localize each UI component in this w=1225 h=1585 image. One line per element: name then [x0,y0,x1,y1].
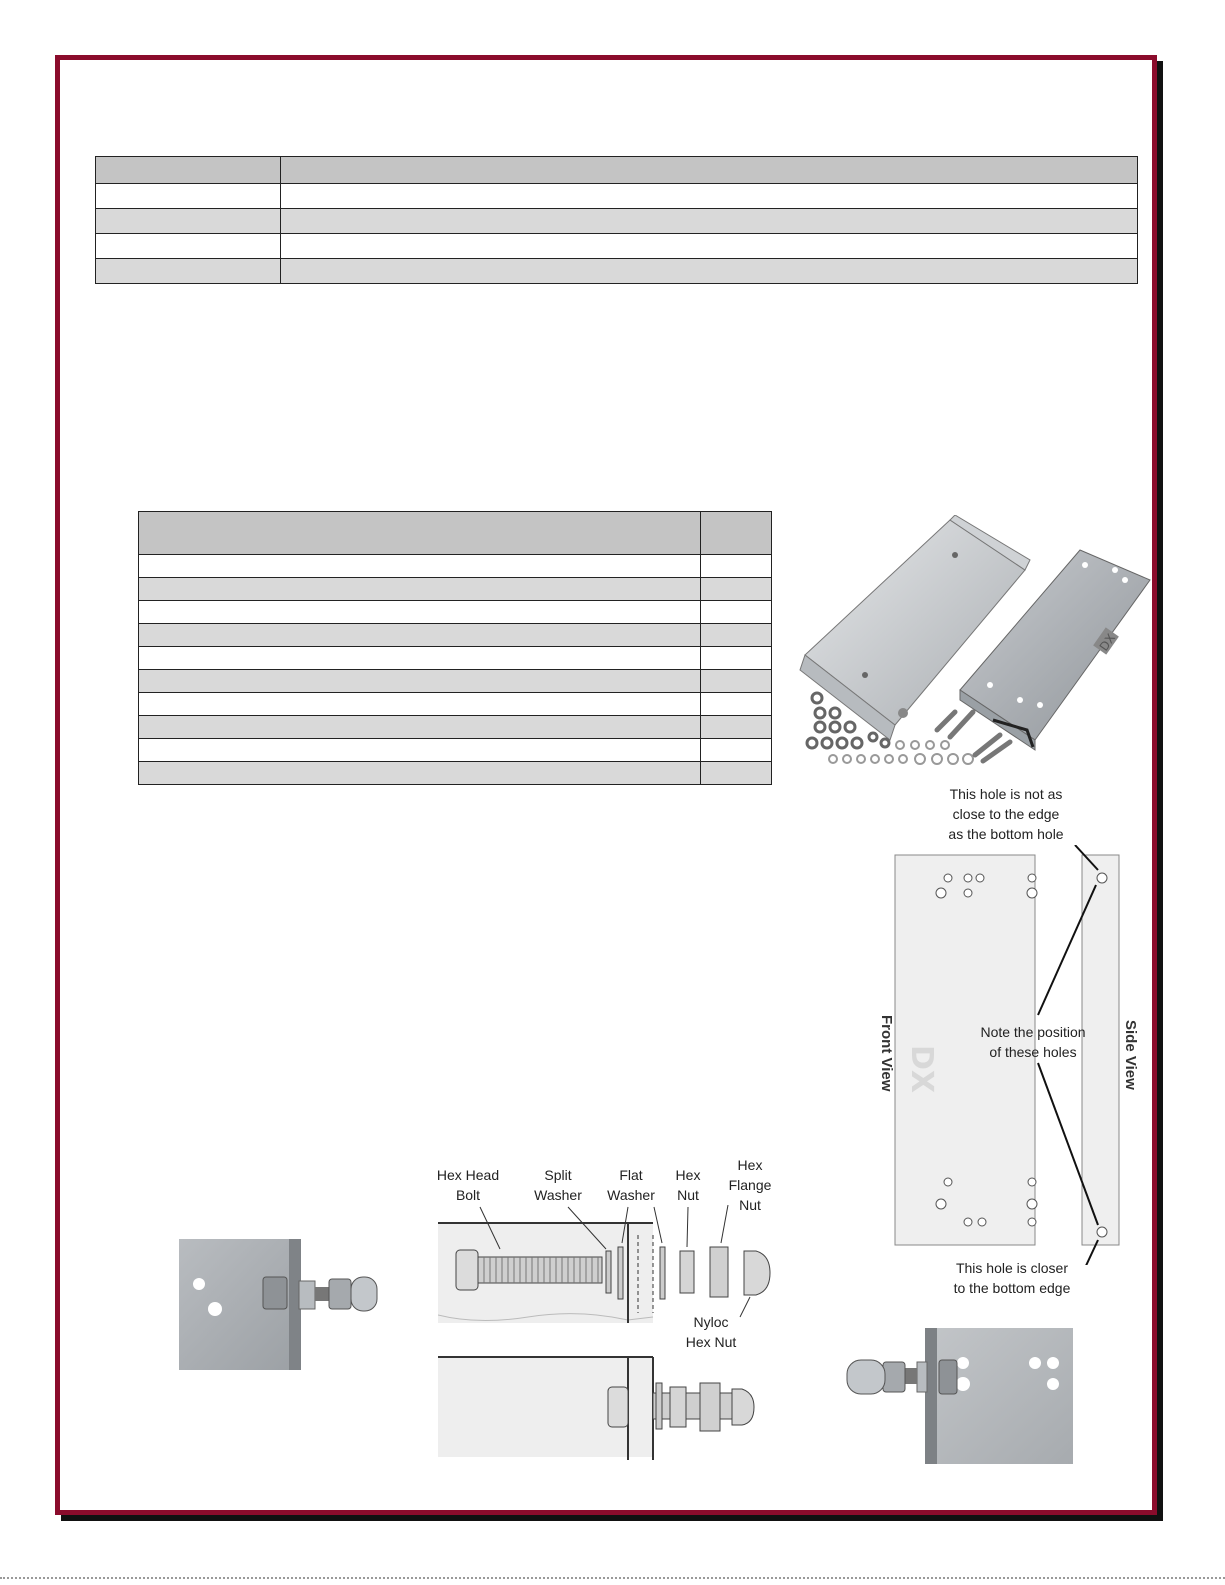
table-row [96,259,1138,284]
label-line: Hex Nut [685,1334,737,1350]
side-view-label: Side View [1122,1020,1139,1090]
table-cell [139,555,701,578]
table-cell [139,578,701,601]
side-bottom-hole [1097,1227,1107,1237]
front-logo: DX [904,1045,939,1094]
table-row [96,234,1138,259]
note-line: This hole is closer [955,1260,1069,1276]
note-line: as the bottom hole [948,826,1064,842]
hex-nut [680,1251,694,1293]
table-cell [139,670,701,693]
table-cell [701,647,772,670]
table-cell [701,716,772,739]
side-top-hole [1097,873,1107,883]
table-row [139,512,772,555]
table-cell [139,739,701,762]
table-row [139,578,772,601]
note-line: Note the position [980,1024,1086,1040]
table-cell [281,234,1138,259]
label-line: Hex Head [436,1167,500,1183]
label-line: Bolt [455,1187,481,1203]
nyloc-nut [744,1251,770,1295]
table-cell [139,762,701,785]
flat-washer-2 [660,1247,665,1299]
table-cell [96,209,281,234]
table-row [139,762,772,785]
label-line: Flange [728,1177,772,1193]
label-hex-nut [666,1165,710,1205]
table-row [139,624,772,647]
label-split-washer [526,1165,590,1205]
hardware-exploded-drawing [438,1205,783,1465]
table-row [96,184,1138,209]
table-row [139,693,772,716]
table-cell [281,157,1138,184]
table-cell [96,234,281,259]
table-cell [701,762,772,785]
label-line: Nut [739,1197,761,1213]
table-cell [701,624,772,647]
label-line: Flat [619,1167,643,1183]
table-cell [139,624,701,647]
bolt-assembly-photo-right [845,1328,1073,1464]
table-row [139,739,772,762]
label-line: Hex [737,1157,763,1173]
label-line: Nyloc [693,1314,729,1330]
table-row [139,670,772,693]
bolt-shaft [478,1257,602,1283]
label-line: Washer [534,1187,582,1203]
parts-table [138,511,772,785]
table-cell [701,512,772,555]
table-cell [281,259,1138,284]
middle-hole-note [968,1022,1098,1062]
bottom-hole-note [936,1258,1088,1298]
note-line: close to the edge [952,806,1060,822]
mounting-kit-photo [795,515,1155,770]
note-line: of these holes [989,1044,1077,1060]
table-cell [139,647,701,670]
table-cell [701,739,772,762]
label-line: Washer [607,1187,655,1203]
table-cell [96,259,281,284]
note-line: This hole is not as [949,786,1063,802]
table-row [139,555,772,578]
table-row [139,601,772,624]
table-row [139,647,772,670]
table-cell [139,512,701,555]
table-cell [139,716,701,739]
table-cell [139,693,701,716]
note-line: to the bottom edge [953,1280,1071,1296]
flat-washer [618,1247,623,1299]
label-line: Nut [677,1187,699,1203]
table-row [96,157,1138,184]
table-cell [139,601,701,624]
kit-brand-mark: DX [1096,631,1119,654]
bolt-assembly-photo-left [179,1239,384,1370]
front-view-label: Front View [878,1015,895,1092]
spec-table [95,156,1138,284]
label-line: Hex [675,1167,701,1183]
table-row [139,716,772,739]
bolt-head [456,1250,478,1290]
label-line: Split [544,1167,572,1183]
top-hole-note [930,784,1082,844]
table-cell [281,209,1138,234]
table-cell [96,184,281,209]
split-washer [606,1251,611,1293]
table-cell [281,184,1138,209]
table-cell [701,670,772,693]
table-cell [701,578,772,601]
footer-divider [0,1577,1225,1579]
label-hex-head-bolt [426,1165,510,1205]
hex-flange-nut [710,1247,728,1297]
table-cell [701,693,772,716]
table-cell [96,157,281,184]
table-row [96,209,1138,234]
table-cell [701,601,772,624]
table-cell [701,555,772,578]
label-flat-washer [600,1165,662,1205]
